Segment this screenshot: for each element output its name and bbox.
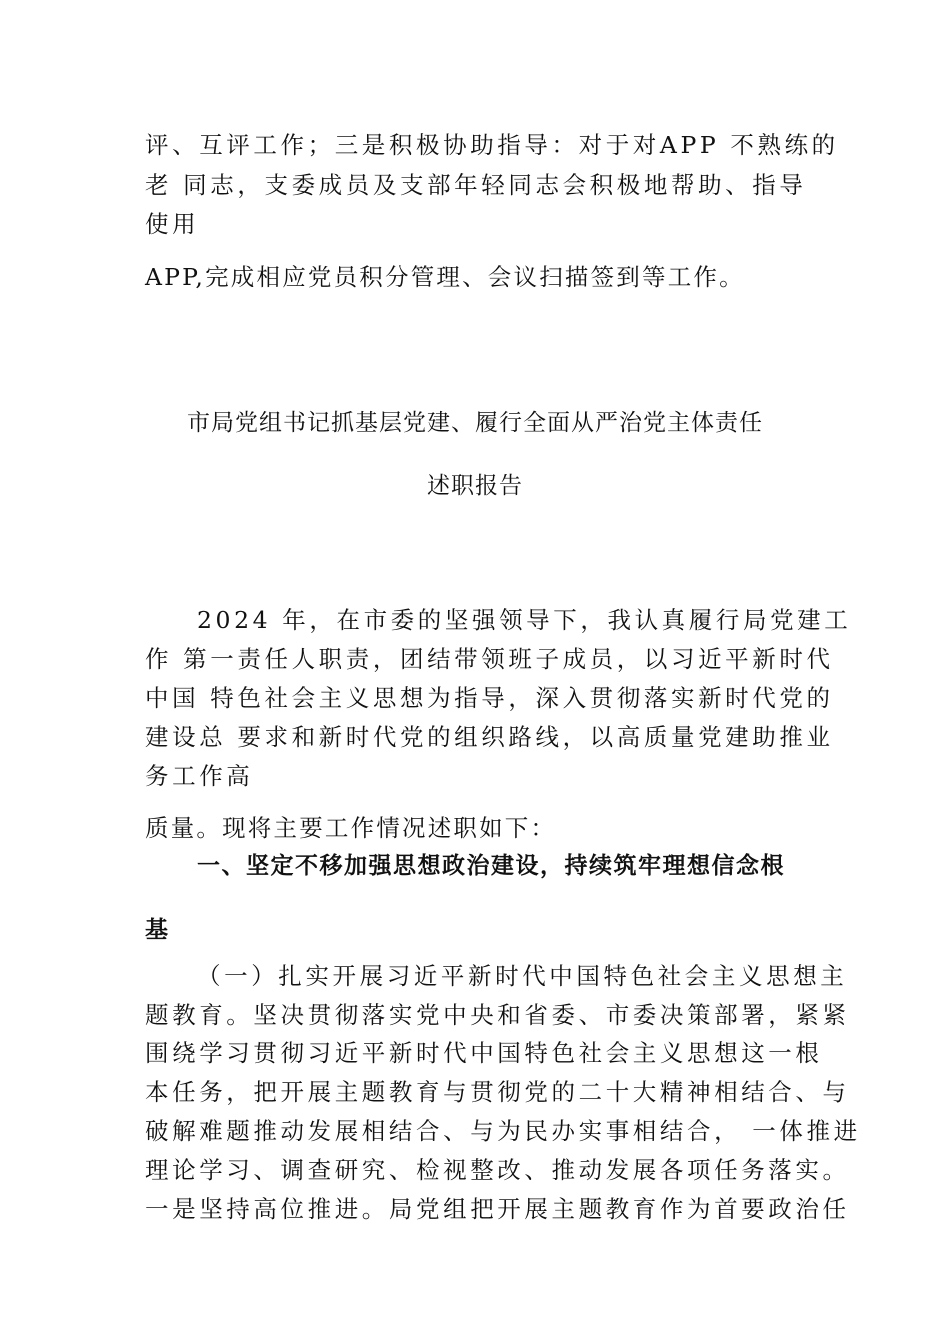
body-line-6: 理论学习、调查研究、检视整改、推动发展各项任务落实。 bbox=[145, 1156, 850, 1184]
prev-line-4: APP,完成相应党员积分管理、会议扫描签到等工作。 bbox=[145, 263, 745, 291]
report-title-line-1: 市局党组书记抓基层党建、履行全面从严治党主体责任 bbox=[187, 410, 763, 436]
prev-line-1: 评、互评工作；三是积极协助指导：对于对APP 不熟练的 bbox=[145, 131, 839, 159]
body-line-4: 本任务，把开展主题教育与贯彻党的二十大精神相结合、与 bbox=[145, 1078, 850, 1106]
intro-line-1: 2024 年，在市委的坚强领导下，我认真履行局党建工 bbox=[197, 606, 852, 634]
intro-line-5: 务工作高 bbox=[145, 762, 254, 790]
prev-line-2: 老 同志，支委成员及支部年轻同志会积极地帮助、指导 bbox=[145, 171, 807, 199]
body-line-3: 围绕学习贯彻习近平新时代中国特色社会主义思想这一根 bbox=[145, 1039, 823, 1067]
intro-line-2: 作 第一责任人职责，团结带领班子成员，以习近平新时代 bbox=[145, 645, 834, 673]
body-line-2: 题教育。坚决贯彻落实党中央和省委、市委决策部署，紧紧 bbox=[145, 1001, 850, 1029]
section-1-heading: 一、坚定不移加强思想政治建设，持续筑牢理想信念根 bbox=[197, 853, 785, 879]
body-line-7: 一是坚持高位推进。局党组把开展主题教育作为首要政治任 bbox=[145, 1195, 850, 1223]
intro-line-4: 建设总 要求和新时代党的组织路线，以高质量党建助推业 bbox=[145, 723, 834, 751]
section-1-heading-cont: 基 bbox=[145, 917, 170, 943]
body-line-1: （一）扎实开展习近平新时代中国特色社会主义思想主 bbox=[197, 962, 848, 990]
intro-line-3: 中国 特色社会主义思想为指导，深入贯彻落实新时代党的 bbox=[145, 684, 834, 712]
body-line-5: 破解难题推动发展相结合、与为民办实事相结合， 一体推进 bbox=[145, 1117, 861, 1145]
intro-line-6: 质量。现将主要工作情况述职如下： bbox=[145, 814, 557, 842]
prev-line-3: 使用 bbox=[145, 210, 200, 238]
report-title-line-2: 述职报告 bbox=[427, 473, 523, 499]
